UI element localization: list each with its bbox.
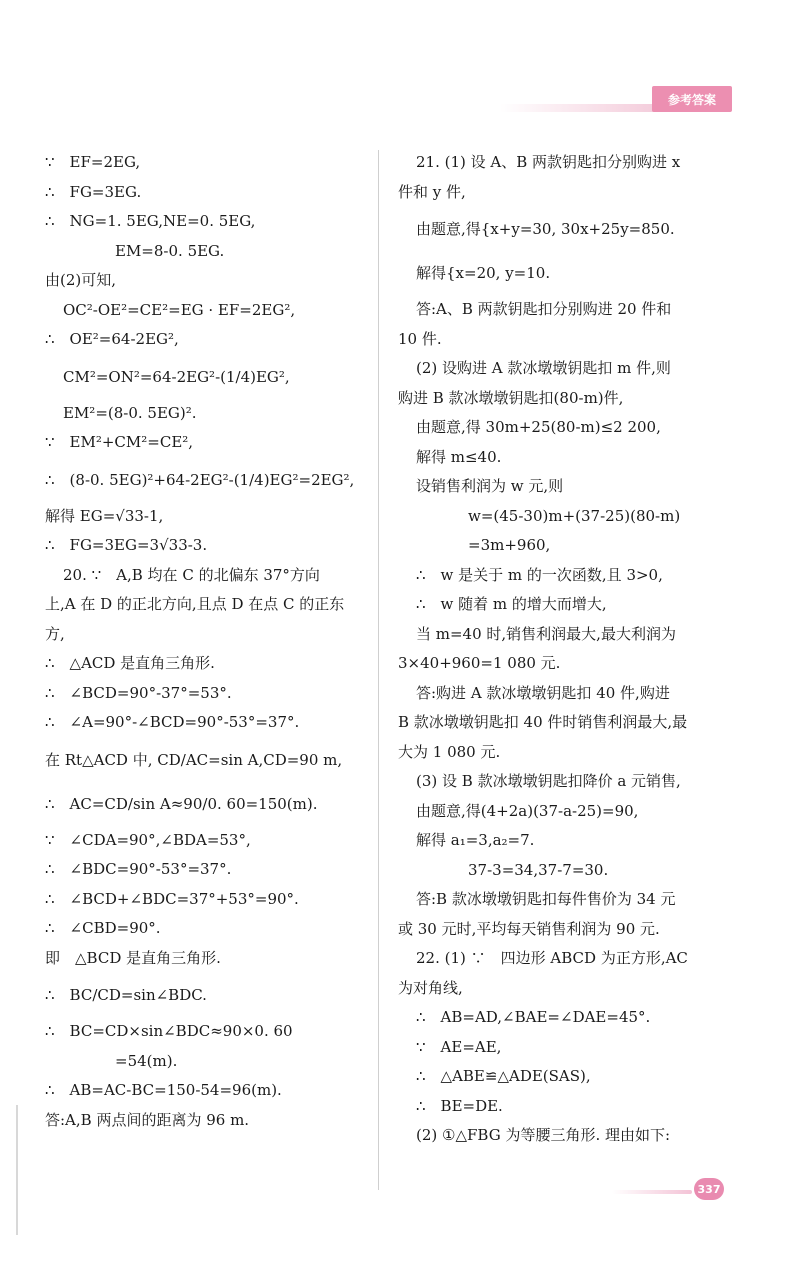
text-line: 答:B 款冰墩墩钥匙扣每件售价为 34 元 [416,890,676,908]
text-line: ∴ △ABE≌△ADE(SAS), [416,1067,591,1085]
text-line: =54(m). [115,1051,178,1070]
text-line: ∴ ∠BCD+∠BDC=37°+53°=90°. [45,889,299,908]
text-line: 答:A、B 两款钥匙扣分别购进 20 件和 [416,300,672,318]
right-column [398,148,748,1151]
text-line: ∴ w 是关于 m 的一次函数,且 3>0, [416,565,663,584]
text-line: ∵ ∠CDA=90°,∠BDA=53°, [45,830,251,849]
text-line: ∴ FG=3EG=3√33-3. [45,536,208,554]
text-line: 由题意,得(4+2a)(37-a-25)=90, [416,801,639,820]
text-line: ∴ △ACD 是直角三角形. [45,654,215,672]
text-line: ∴ BC/CD=sin∠BDC. [45,986,207,1004]
text-line: 21. (1) 设 A、B 两款钥匙扣分别购进 x [416,153,681,171]
text-line: 在 Rt△ACD 中, CD/AC=sin A,CD=90 m, [45,750,343,769]
text-line: 为对角线, [398,978,463,997]
text-line: ∴ BC=CD×sin∠BDC≈90×0. 60 [45,1022,293,1040]
text-line: CM²=ON²=64-2EG²-(1/4)EG², [63,367,290,386]
text-line: 当 m=40 时,销售利润最大,最大利润为 [416,624,676,643]
text-line: 由题意,得 30m+25(80-m)≤2 200, [416,418,661,436]
text-line: ∵ AE=AE, [416,1037,502,1056]
text-line: 37-3=34,37-7=30. [468,860,609,879]
text-line: OC²-OE²=CE²=EG · EF=2EG², [63,300,296,319]
text-line: B 款冰墩墩钥匙扣 40 件时销售利润最大,最 [398,713,688,731]
text-line: ∴ AB=AC-BC=150-54=96(m). [45,1081,282,1099]
text-line: 由(2)可知, [45,271,117,289]
text-line: 解得 m≤40. [416,447,502,466]
text-line: w=(45-30)m+(37-25)(80-m) [468,506,681,525]
text-line: ∴ ∠CBD=90°. [45,919,161,937]
text-line: 或 30 元时,平均每天销售利润为 90 元. [398,919,660,938]
text-line: (2) ①△FBG 为等腰三角形. 理由如下: [416,1126,671,1144]
text-line: 由题意,得{x+y=30, 30x+25y=850. [416,220,675,238]
header-label: 参考答案 [652,86,732,112]
text-line: 设销售利润为 w 元,则 [416,477,564,495]
text-line: ∴ FG=3EG. [45,182,142,201]
text-line: 答:A,B 两点间的距离为 96 m. [45,1110,250,1129]
text-line: 解得{x=20, y=10. [416,264,551,282]
text-line: ∴ ∠BCD=90°-37°=53°. [45,683,232,702]
text-line: ∴ BE=DE. [416,1096,503,1115]
text-line: 解得 a₁=3,a₂=7. [416,831,535,849]
text-line: 10 件. [398,329,442,348]
text-line: 购进 B 款冰墩墩钥匙扣(80-m)件, [398,388,624,407]
text-line: ∴ OE²=64-2EG², [45,330,179,348]
text-line: ∴ ∠A=90°-∠BCD=90°-53°=37°. [45,713,300,731]
text-line: ∴ AB=AD,∠BAE=∠DAE=45°. [416,1008,651,1026]
text-line: 22. (1) ∵ 四边形 ABCD 为正方形,AC [416,949,688,967]
column-divider [378,150,379,1190]
text-line: (2) 设购进 A 款冰墩墩钥匙扣 m 件,则 [416,359,671,377]
text-line: ∴ (8-0. 5EG)²+64-2EG²-(1/4)EG²=2EG², [45,470,355,489]
text-line: 大为 1 080 元. [398,742,501,761]
text-line: 件和 y 件, [398,182,466,201]
text-line: (3) 设 B 款冰墩墩钥匙扣降价 a 元销售, [416,772,681,790]
text-line: 答:购进 A 款冰墩墩钥匙扣 40 件,购进 [416,683,670,702]
text-line: EM²=(8-0. 5EG)². [63,403,197,422]
text-line: ∴ ∠BDC=90°-53°=37°. [45,860,232,878]
text-line: 上,A 在 D 的正北方向,且点 D 在点 C 的正东 [45,595,345,613]
text-line: EM=8-0. 5EG. [115,241,225,260]
left-column [45,148,375,1135]
text-line: 3×40+960=1 080 元. [398,654,561,672]
page-number-decoration [612,1190,692,1194]
text-line: ∴ AC=CD/sin A≈90/0. 60=150(m). [45,794,318,813]
margin-rule [16,1105,18,1235]
text-line: =3m+960, [468,536,551,554]
page-number: 337 [694,1178,724,1200]
text-line: ∴ w 随着 m 的增大而增大, [416,595,607,613]
text-line: 即 △BCD 是直角三角形. [45,948,221,967]
text-line: 20. ∵ A,B 均在 C 的北偏东 37°方向 [63,565,320,584]
text-line: ∴ NG=1. 5EG,NE=0. 5EG, [45,212,256,230]
text-line: ∵ EF=2EG, [45,153,141,171]
text-line: ∵ EM²+CM²=CE², [45,433,194,451]
text-line: 解得 EG=√33-1, [45,506,164,525]
text-line: 方, [45,624,65,643]
